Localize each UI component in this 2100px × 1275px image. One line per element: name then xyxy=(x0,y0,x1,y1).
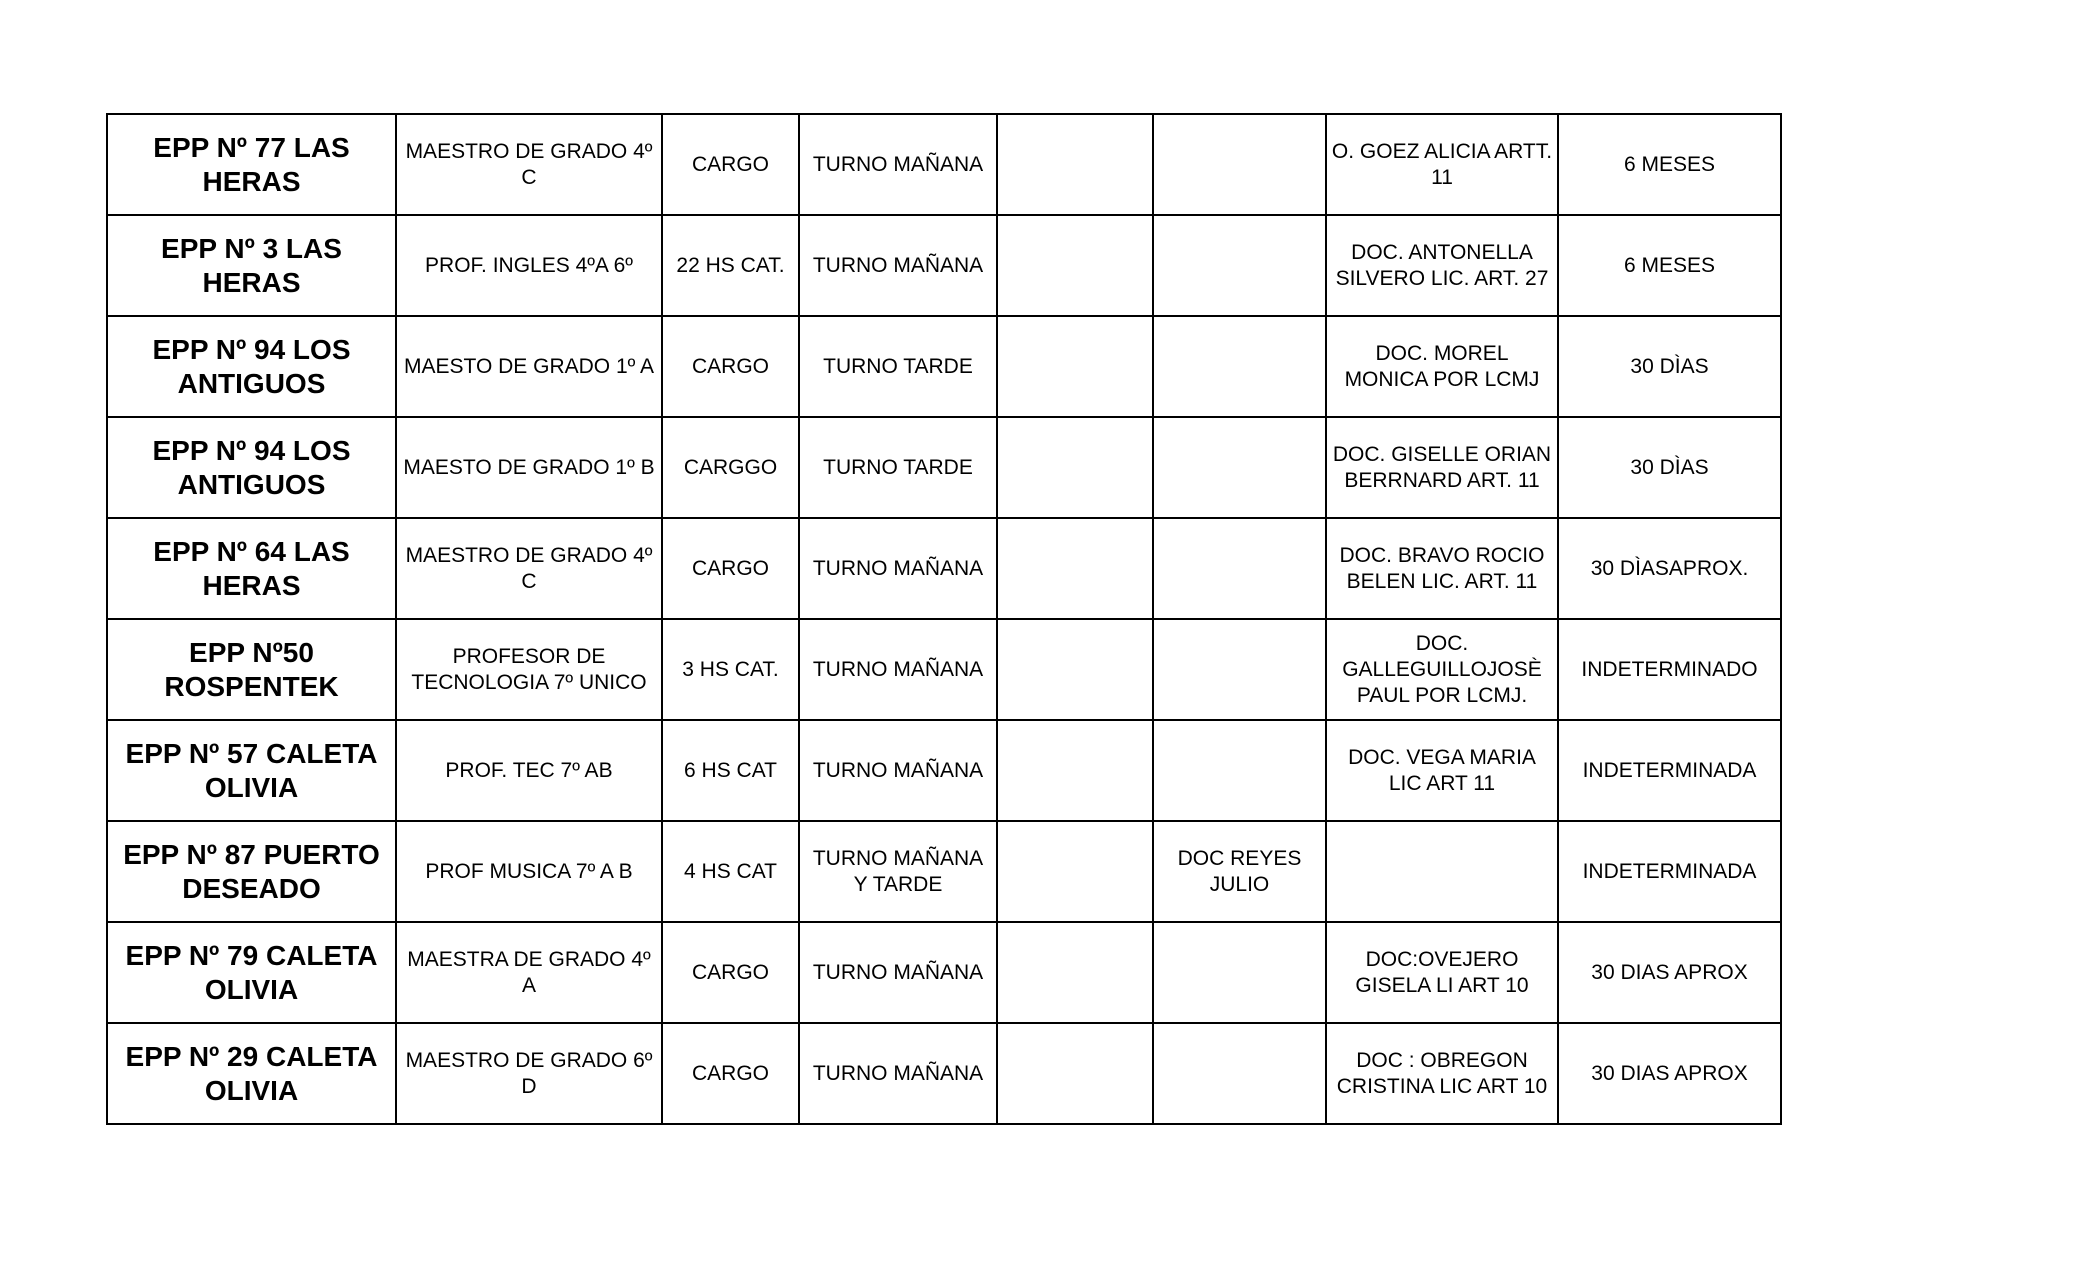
replaces-cell xyxy=(1326,821,1558,922)
duration-cell: 30 DIAS APROX xyxy=(1558,922,1781,1023)
replaces-cell: DOC. ANTONELLA SILVERO LIC. ART. 27 xyxy=(1326,215,1558,316)
teacher-cell xyxy=(1153,1023,1326,1124)
table-row xyxy=(107,518,1781,619)
school-cell: EPP Nº 94 LOS ANTIGUOS xyxy=(107,316,396,417)
position-cell: MAESTO DE GRADO 1º A xyxy=(396,316,662,417)
type-cell: CARGO xyxy=(662,1023,799,1124)
shift-cell: TURNO MAÑANA xyxy=(799,1023,997,1124)
school-cell: EPP Nº 57 CALETA OLIVIA xyxy=(107,720,396,821)
teacher-cell xyxy=(1153,922,1326,1023)
position-cell: MAESTRA DE GRADO 4º A xyxy=(396,922,662,1023)
table-row xyxy=(107,316,1781,417)
empty-cell xyxy=(997,417,1153,518)
duration-cell: 30 DIAS APROX xyxy=(1558,1023,1781,1124)
position-cell: PROF MUSICA 7º A B xyxy=(396,821,662,922)
type-cell: CARGO xyxy=(662,518,799,619)
duration-cell: INDETERMINADA xyxy=(1558,720,1781,821)
table-row xyxy=(107,417,1781,518)
vacancies-table-body xyxy=(107,114,1781,1124)
empty-cell xyxy=(997,821,1153,922)
type-cell: 3 HS CAT. xyxy=(662,619,799,720)
position-cell: PROFESOR DE TECNOLOGIA 7º UNICO xyxy=(396,619,662,720)
school-cell: EPP Nº 29 CALETA OLIVIA xyxy=(107,1023,396,1124)
school-cell: EPP Nº 79 CALETA OLIVIA xyxy=(107,922,396,1023)
teacher-cell: DOC REYES JULIO xyxy=(1153,821,1326,922)
teacher-cell xyxy=(1153,417,1326,518)
table-row xyxy=(107,114,1781,215)
duration-cell: INDETERMINADA xyxy=(1558,821,1781,922)
shift-cell: TURNO MAÑANA xyxy=(799,114,997,215)
duration-cell: INDETERMINADO xyxy=(1558,619,1781,720)
replaces-cell: DOC. MOREL MONICA POR LCMJ xyxy=(1326,316,1558,417)
position-cell: MAESTO DE GRADO 1º B xyxy=(396,417,662,518)
empty-cell xyxy=(997,922,1153,1023)
position-cell: MAESTRO DE GRADO 6º D xyxy=(396,1023,662,1124)
type-cell: CARGO xyxy=(662,922,799,1023)
replaces-cell: DOC. GISELLE ORIAN BERRNARD ART. 11 xyxy=(1326,417,1558,518)
teacher-cell xyxy=(1153,619,1326,720)
type-cell: 4 HS CAT xyxy=(662,821,799,922)
teacher-cell xyxy=(1153,215,1326,316)
school-cell: EPP Nº 3 LAS HERAS xyxy=(107,215,396,316)
position-cell: PROF. TEC 7º AB xyxy=(396,720,662,821)
empty-cell xyxy=(997,619,1153,720)
replaces-cell: O. GOEZ ALICIA ARTT. 11 xyxy=(1326,114,1558,215)
empty-cell xyxy=(997,215,1153,316)
empty-cell xyxy=(997,114,1153,215)
table-row xyxy=(107,619,1781,720)
shift-cell: TURNO TARDE xyxy=(799,417,997,518)
replaces-cell: DOC:OVEJERO GISELA LI ART 10 xyxy=(1326,922,1558,1023)
table-row xyxy=(107,1023,1781,1124)
school-cell: EPP Nº 77 LAS HERAS xyxy=(107,114,396,215)
replaces-cell: DOC. GALLEGUILLOJOSÈ PAUL POR LCMJ. xyxy=(1326,619,1558,720)
school-cell: EPP Nº 64 LAS HERAS xyxy=(107,518,396,619)
teacher-cell xyxy=(1153,720,1326,821)
shift-cell: TURNO MAÑANA xyxy=(799,619,997,720)
duration-cell: 30 DÌASAPROX. xyxy=(1558,518,1781,619)
duration-cell: 30 DÌAS xyxy=(1558,417,1781,518)
position-cell: PROF. INGLES 4ºA 6º xyxy=(396,215,662,316)
replaces-cell: DOC. BRAVO ROCIO BELEN LIC. ART. 11 xyxy=(1326,518,1558,619)
table-row xyxy=(107,215,1781,316)
empty-cell xyxy=(997,518,1153,619)
shift-cell: TURNO MAÑANA xyxy=(799,720,997,821)
position-cell: MAESTRO DE GRADO 4º C xyxy=(396,114,662,215)
table-row xyxy=(107,922,1781,1023)
empty-cell xyxy=(997,1023,1153,1124)
type-cell: CARGO xyxy=(662,114,799,215)
table-row xyxy=(107,821,1781,922)
school-cell: EPP Nº 87 PUERTO DESEADO xyxy=(107,821,396,922)
replaces-cell: DOC : OBREGON CRISTINA LIC ART 10 xyxy=(1326,1023,1558,1124)
teacher-cell xyxy=(1153,518,1326,619)
school-cell: EPP Nº50 ROSPENTEK xyxy=(107,619,396,720)
shift-cell: TURNO MAÑANA xyxy=(799,518,997,619)
duration-cell: 30 DÌAS xyxy=(1558,316,1781,417)
position-cell: MAESTRO DE GRADO 4º C xyxy=(396,518,662,619)
type-cell: 6 HS CAT xyxy=(662,720,799,821)
table-row xyxy=(107,720,1781,821)
teacher-cell xyxy=(1153,316,1326,417)
shift-cell: TURNO MAÑANA xyxy=(799,215,997,316)
shift-cell: TURNO MAÑANA Y TARDE xyxy=(799,821,997,922)
duration-cell: 6 MESES xyxy=(1558,114,1781,215)
teacher-cell xyxy=(1153,114,1326,215)
vacancies-table xyxy=(106,113,1782,1125)
empty-cell xyxy=(997,720,1153,821)
school-cell: EPP Nº 94 LOS ANTIGUOS xyxy=(107,417,396,518)
shift-cell: TURNO MAÑANA xyxy=(799,922,997,1023)
type-cell: CARGGO xyxy=(662,417,799,518)
duration-cell: 6 MESES xyxy=(1558,215,1781,316)
type-cell: 22 HS CAT. xyxy=(662,215,799,316)
shift-cell: TURNO TARDE xyxy=(799,316,997,417)
empty-cell xyxy=(997,316,1153,417)
replaces-cell: DOC. VEGA MARIA LIC ART 11 xyxy=(1326,720,1558,821)
type-cell: CARGO xyxy=(662,316,799,417)
